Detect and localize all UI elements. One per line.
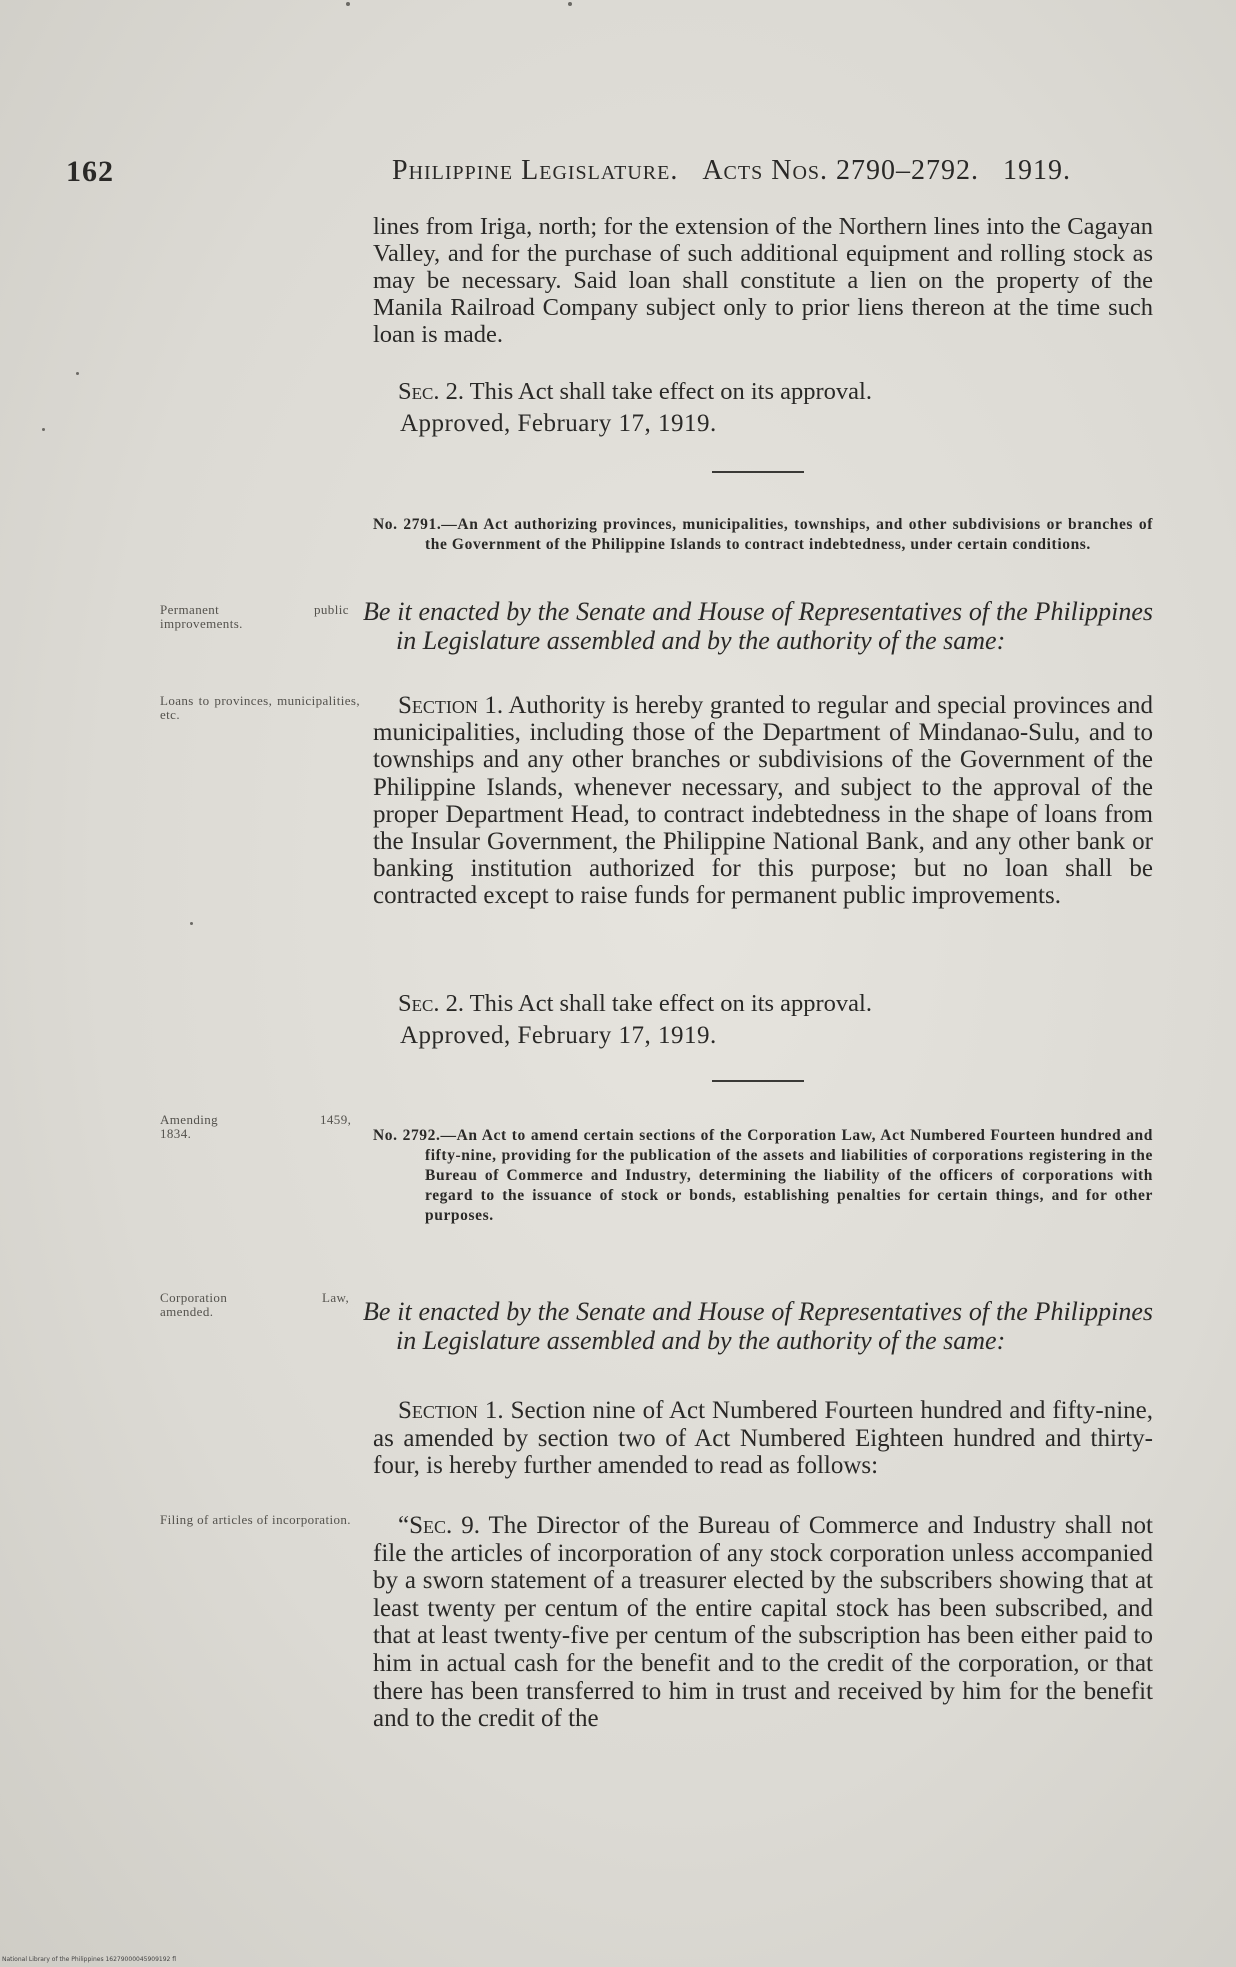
act-2792-title: No. 2792.—An Act to amend certain sections of the Corporation Law, Act Numbered Fourteen hundred and fifty-nine, providing for the publication of the assets and liabilities of corporations registering in the Bureau of Commerce and Industry, determining the liability of the officers of corporations with regard to the issuance of stock or bonds, establishing penalties for certain things, and for other purposes.	[373, 1127, 1153, 1224]
margin-note-text: 1834.	[160, 1126, 192, 1141]
running-head-year: 1919.	[1003, 155, 1072, 186]
section-1-text: Section nine of Act Numbered Fourteen hundred and fifty-nine, as amended by section two of Act Numbered Eighteen hundred and thirty-four, is hereby further amended to read as follows:	[373, 1397, 1153, 1479]
continuation-paragraph: lines from Iriga, north; for the extension of the Northern lines into the Cagayan Valley, and for the purchase of such additional equipment and rolling stock as may be necessary. Said loan shall constitute a lien on the property of the Manila Railroad Company subject only to prior liens thereon at the time such loan is made.	[373, 213, 1153, 348]
sec2-text: This Act shall take effect on its approval.	[463, 990, 872, 1017]
scan-speck	[190, 922, 193, 925]
running-head-acts: Acts Nos. 2790–2792.	[702, 155, 980, 186]
scan-speck	[42, 428, 45, 431]
act-2791-sec2	[373, 990, 1153, 1017]
margin-note-filing-of-articles: Filing of articles of incorporation.	[160, 1512, 351, 1527]
margin-note-amending-1459-1834	[160, 1112, 352, 1141]
scan-speck	[568, 2, 572, 6]
sec2-label: Sec. 2.	[398, 990, 464, 1017]
act-2791-enacting-clause: Be it enacted by the Senate and House of Representatives of the Philippines in Legislature assembled and by the authority of the same:	[363, 597, 1153, 655]
section-1-label: Section 1.	[398, 692, 504, 719]
act-2792-sec-9	[373, 1512, 1153, 1733]
scan-speck	[76, 372, 79, 375]
margin-note-text: public	[314, 602, 349, 617]
section-divider	[712, 471, 804, 473]
sec2-label: Sec. 2.	[398, 378, 464, 405]
margin-note-text: amended.	[160, 1304, 214, 1319]
act-2791-section-1	[373, 692, 1153, 910]
act-2792-enacting-clause: Be it enacted by the Senate and House of Representatives of the Philippines in Legislature assembled and by the authority of the same:	[363, 1297, 1153, 1355]
scan-footer: National Library of the Philippines 16279000045909192 fl	[2, 1956, 177, 1963]
approved-date: Approved, February 17, 1919.	[400, 410, 717, 437]
margin-note-text: Law,	[322, 1290, 350, 1305]
margin-note-corporation-law-amended	[160, 1290, 350, 1319]
act-2791-title: No. 2791.—An Act authorizing provinces, municipalities, townships, and other subdivisions or branches of the Government of the Philippine Islands to contract indebtedness, under certain conditions.	[373, 516, 1153, 553]
margin-note-text: Amending	[160, 1112, 219, 1127]
sec-9-label: “Sec. 9.	[398, 1512, 480, 1539]
running-head	[392, 155, 1071, 187]
act-2792-section-1	[373, 1397, 1153, 1480]
page-number: 162	[66, 155, 114, 188]
section-divider	[712, 1080, 804, 1082]
running-head-title: Philippine Legislature.	[392, 155, 679, 186]
margin-note-text: Corporation	[160, 1290, 228, 1305]
section-1-text: Authority is hereby granted to regular and special provinces and municipalities, including those of the Department of Mindanao-Sulu, and to townships and any other branches or subdivisions of the Government of the Philippine Islands, whenever necessary, and subject to the approval of the proper Department Head, to contract indebtedness in the shape of loans from the Insular Government, the Philippine National Bank, and any other bank or banking institution authorized for this purpose; but no loan shall be contracted except to raise funds for permanent public improvements.	[373, 692, 1153, 910]
continuation-sec2	[373, 378, 1153, 405]
sec-9-text: The Director of the Bureau of Commerce and Industry shall not file the articles of incorporation of any stock corporation unless accompanied by a sworn statement of a treasurer elected by the subscribers showing that at least twenty per centum of the entire capital stock has been subscribed, and that at least twenty-five per centum of the subscription has been either paid to him in actual cash for the benefit and to the credit of the corporation, or that there has been transferred to him in trust and received by him for the benefit and to the credit of the	[373, 1512, 1153, 1733]
margin-note-loans-to-provinces: Loans to provinces, municipalities, etc.	[160, 693, 360, 722]
margin-note-text: Permanent	[160, 602, 220, 617]
section-1-label: Section 1.	[398, 1397, 504, 1424]
approved-date: Approved, February 17, 1919.	[400, 1022, 717, 1049]
scan-speck	[346, 2, 350, 6]
margin-note-text: 1459,	[320, 1112, 352, 1127]
margin-note-text: improvements.	[160, 616, 243, 631]
margin-note-permanent-public-improvements	[160, 602, 349, 631]
sec2-text: This Act shall take effect on its approval.	[463, 378, 872, 405]
